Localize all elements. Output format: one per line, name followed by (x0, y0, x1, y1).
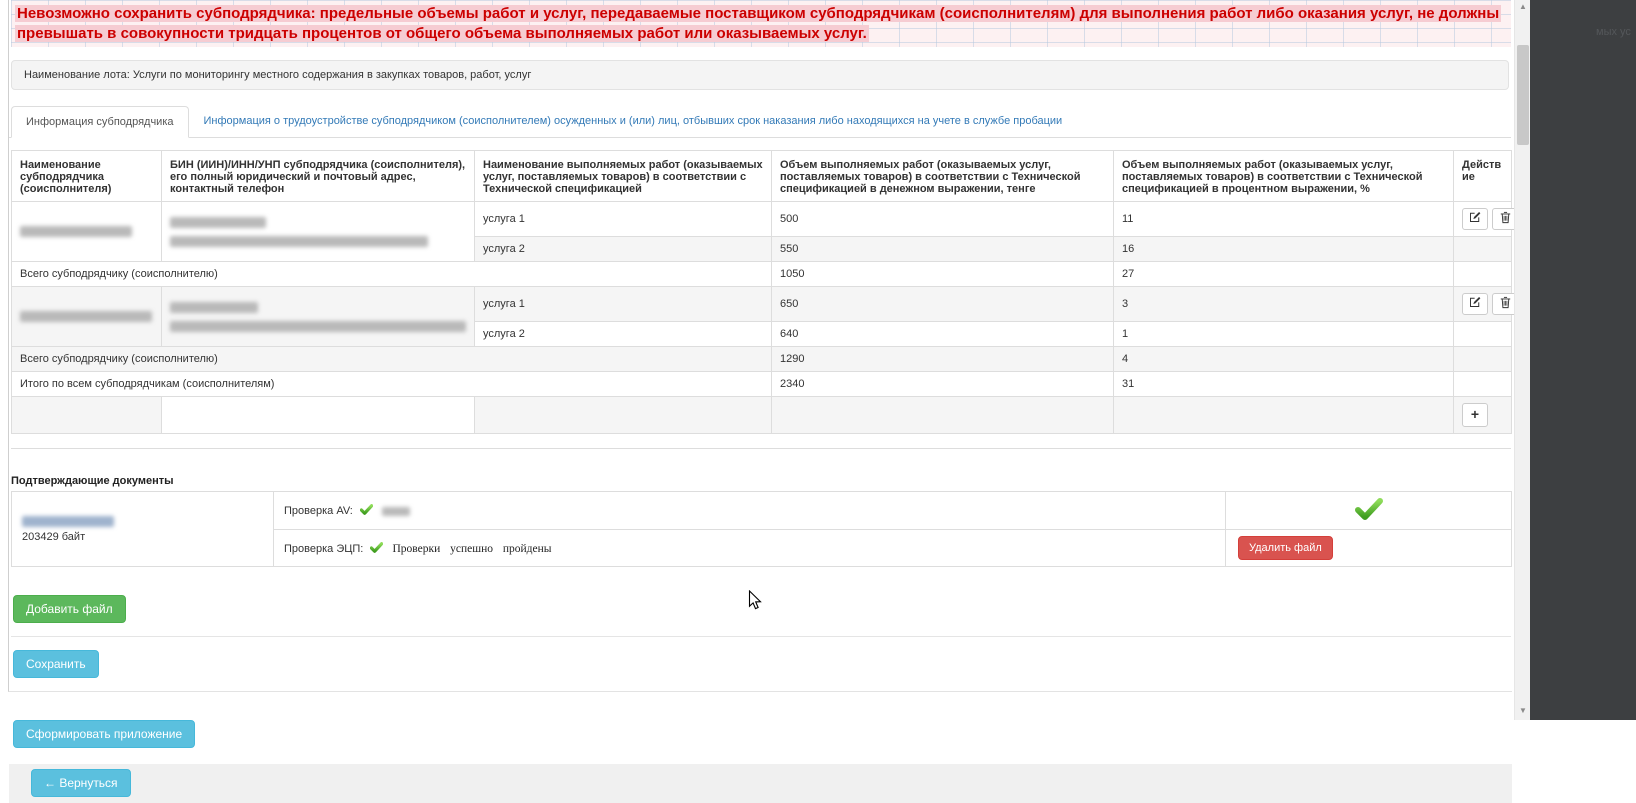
subtotal-label: Всего субподрядчику (соисполнителю) (12, 347, 772, 372)
trash-icon (1500, 211, 1511, 224)
error-banner (11, 0, 1511, 47)
table-row (12, 287, 1512, 322)
service-percent-cell: 11 (1114, 202, 1454, 237)
add-cell (1454, 397, 1512, 434)
delete-file-cell (1226, 530, 1512, 567)
document-valid-check-icon (1355, 498, 1383, 520)
redacted-bin (170, 302, 258, 313)
generate-row (13, 720, 1512, 748)
subtotal-row (12, 262, 1512, 287)
grand-total-amount: 2340 (772, 372, 1114, 397)
content-panel (8, 0, 1512, 790)
table-header-row (12, 151, 1512, 202)
edit-icon (1469, 296, 1481, 308)
background-window (1530, 0, 1636, 720)
subcontractor-bin-cell (162, 287, 475, 347)
ecp-check-label: Проверка ЭЦП: (284, 542, 364, 555)
service-amount-cell: 550 (772, 237, 1114, 262)
add-file-button[interactable]: Добавить файл (13, 595, 126, 623)
service-amount-cell: 640 (772, 322, 1114, 347)
tab-bar (9, 105, 1511, 138)
ecp-check-cell (274, 530, 1226, 567)
redacted-av-status (382, 507, 410, 516)
trash-icon (1500, 296, 1511, 309)
generate-attachment-button[interactable]: Сформировать приложение (13, 720, 195, 748)
actions-cell (1454, 322, 1512, 347)
subtotal-row (12, 347, 1512, 372)
subcontractor-bin-cell (162, 202, 475, 262)
col-header-volume-percent: Объем выполняемых работ (оказываемых услуг, поставляемых товаров) в соответствии с Технической спецификацией в процентном выражении, % (1114, 151, 1454, 202)
service-name-cell: услуга 1 (475, 287, 772, 322)
av-check-label: Проверка AV: (284, 505, 353, 517)
delete-file-button[interactable]: Удалить файл (1238, 536, 1333, 560)
footer-band (9, 764, 1512, 803)
grand-total-row (12, 372, 1512, 397)
service-name-cell: услуга 2 (475, 237, 772, 262)
grand-total-label: Итого по всем субподрядчикам (соисполнителям) (12, 372, 772, 397)
edit-icon (1469, 211, 1481, 223)
tab-content-divider (11, 448, 1511, 449)
documents-heading: Подтверждающие документы (11, 475, 174, 487)
background-ghost-text: мых ус (1596, 26, 1631, 38)
actions-cell (1454, 237, 1512, 262)
service-amount-cell: 650 (772, 287, 1114, 322)
col-header-volume-money: Объем выполняемых работ (оказываемых услуг, поставляемых товаров) в соответствии с Технической спецификацией в денежном выражении, тенге (772, 151, 1114, 202)
save-row (13, 650, 1512, 678)
subtotal-label: Всего субподрядчику (соисполнителю) (12, 262, 772, 287)
vertical-scrollbar[interactable] (1514, 0, 1530, 720)
edit-subcontractor-button[interactable] (1462, 208, 1488, 230)
file-size: 203429 байт (22, 531, 86, 543)
add-row (12, 397, 1512, 434)
service-percent-cell: 16 (1114, 237, 1454, 262)
redacted-bin (170, 217, 266, 228)
mouse-cursor-icon (748, 590, 763, 611)
col-header-name: Наименование субподрядчика (соисполнителя) (12, 151, 162, 202)
redacted-subcontractor-name (20, 311, 152, 322)
document-row (12, 492, 1512, 530)
subcontractor-name-cell (12, 287, 162, 347)
add-subcontractor-button[interactable]: + (1462, 403, 1488, 427)
subcontractors-table (11, 150, 1512, 434)
service-percent-cell: 1 (1114, 322, 1454, 347)
av-check-cell (274, 492, 1226, 530)
scroll-up-arrow-icon[interactable]: ▲ (1519, 2, 1527, 11)
back-button[interactable]: ← Вернуться (31, 769, 131, 797)
service-percent-cell: 3 (1114, 287, 1454, 322)
subcontractor-name-cell (12, 202, 162, 262)
scrollbar-thumb[interactable] (1517, 45, 1529, 145)
tab-subcontractor-info[interactable]: Информация субподрядчика (11, 106, 189, 138)
table-row (12, 202, 1512, 237)
col-header-work-name: Наименование выполняемых работ (оказываемых услуг, поставляемых товаров) в соответствии с Технической спецификацией (475, 151, 772, 202)
subtotal-amount: 1050 (772, 262, 1114, 287)
actions-cell (1454, 202, 1512, 237)
lot-name-bar: Наименование лота: Услуги по мониторингу местного содержания в закупках товаров, работ, услуг (11, 60, 1509, 90)
document-file-cell (12, 492, 274, 567)
subtotal-amount: 1290 (772, 347, 1114, 372)
service-amount-cell: 500 (772, 202, 1114, 237)
save-button[interactable]: Сохранить (13, 650, 99, 678)
col-header-bin: БИН (ИИН)/ИНН/УНП субподрядчика (соисполнителя), его полный юридический и почтовый адрес, контактный телефон (162, 151, 475, 202)
check-icon (370, 542, 383, 553)
subtotal-percent: 27 (1114, 262, 1454, 287)
service-name-cell: услуга 2 (475, 322, 772, 347)
redacted-address (170, 236, 428, 247)
redacted-subcontractor-name (20, 226, 132, 237)
redacted-address (170, 321, 466, 332)
redacted-file-name[interactable] (22, 516, 114, 527)
document-valid-cell (1226, 492, 1512, 530)
service-name-cell: услуга 1 (475, 202, 772, 237)
edit-subcontractor-button[interactable] (1462, 293, 1488, 315)
actions-cell (1454, 287, 1512, 322)
ecp-status-text: Проверки успешно пройдены (392, 542, 552, 555)
subtotal-percent: 4 (1114, 347, 1454, 372)
tab-employment-info[interactable]: Информация о трудоустройстве субподрядчиком (соисполнителем) осужденных и (или) лиц, отбывших срок наказания либо находящихся на учете в службе пробации (203, 115, 1063, 127)
error-message: Невозможно сохранить субподрядчика: предельные объемы работ и услуг, передаваемые поставщиком субподрядчикам (соисполнителям) для выполнения работ либо оказания услуг, не должны превышать в совокупности тридцать процентов от общего объема выполняемых работ или оказываемых услуг. (17, 5, 1500, 42)
check-icon (360, 504, 373, 515)
documents-table (11, 491, 1512, 567)
grand-total-percent: 31 (1114, 372, 1454, 397)
col-header-action: Действие (1454, 151, 1512, 202)
scroll-down-arrow-icon[interactable]: ▼ (1519, 706, 1527, 715)
